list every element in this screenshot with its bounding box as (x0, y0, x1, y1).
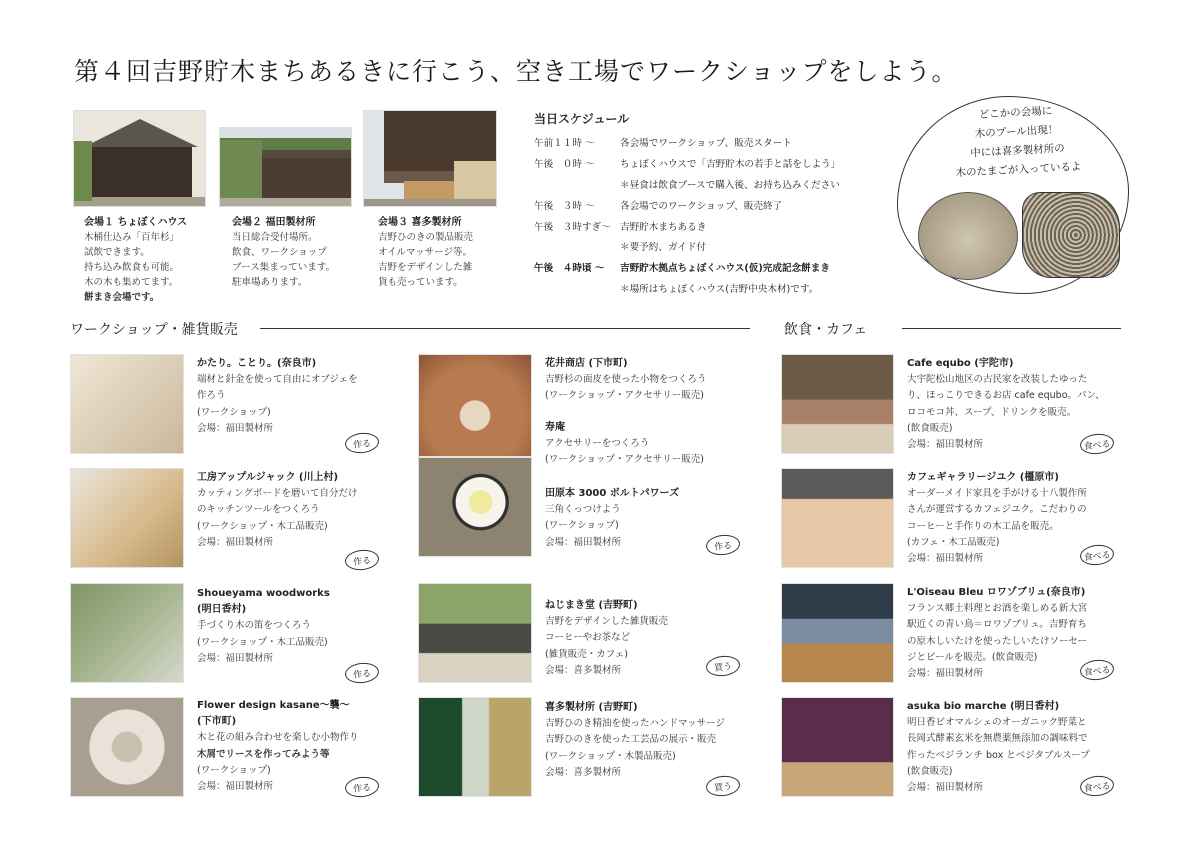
item-line: (カフェ・木工品販売) (907, 536, 1000, 548)
item-photo-shoueyama (70, 583, 184, 683)
schedule-time: 午前１１時 〜 (534, 138, 595, 150)
item-line: (ワークショップ・アクセサリー販売) (545, 454, 704, 466)
schedule-title: 当日スケジュール (534, 112, 630, 126)
schedule-text: 各会場でのワークショップ、販売終了 (620, 200, 783, 212)
workshop-section-rule (260, 328, 750, 329)
buy-stamp: 買う (705, 654, 741, 677)
item-line: 作ったベジランチ box とベジタブルスープ (907, 749, 1090, 761)
venue-2-line: 飲食、ワークショップ (232, 247, 327, 258)
item-line: のキッチンツールをつくろう (197, 504, 320, 516)
venue-1-line: 持ち込み飲食も可能。 (84, 262, 180, 273)
item-name: Cafe equbo (宇陀市) (907, 358, 1014, 369)
item-line: ジとビールを販売。(飲食販売) (907, 651, 1038, 663)
bubble-line: どこかの会場に (978, 105, 1053, 121)
item-line: さんが運営するカフェジユク。こだわりの (907, 504, 1087, 516)
workshop-section-title: ワークショップ・雑貨販売 (70, 322, 238, 338)
item-line: 会場：福田製材所 (907, 439, 984, 451)
venue-2-photo (219, 127, 352, 207)
schedule-row (534, 132, 894, 153)
bubble-line: 中には喜多製材所の (969, 142, 1065, 160)
item-line: (ワークショップ) (197, 406, 271, 418)
item-photo-oiseau-bleu (781, 583, 894, 683)
item-name: 工房アップルジャック (川上村) (197, 472, 339, 483)
workshop-item (545, 420, 755, 469)
item-line: (ワークショップ・木工品販売) (197, 520, 328, 532)
item-line: 会場：福田製材所 (907, 782, 984, 794)
schedule-text: ちょぼくハウスで「吉野貯木の若手と話をしよう」 (620, 159, 841, 171)
schedule-time: 午後 ４時頃 〜 (534, 263, 605, 275)
item-line: の原木しいたけを使ったしいたけソーセー (907, 635, 1087, 647)
schedule-row (534, 278, 894, 299)
item-line: (雑貨販売・カフェ) (545, 648, 628, 660)
schedule-text: 各会場でワークショップ、販売スタート (620, 138, 792, 150)
make-stamp: 作る (344, 548, 380, 571)
item-name: 花井商店 (下市町) (545, 358, 628, 369)
make-stamp: 作る (705, 533, 741, 556)
venue-1-line: 木桶仕込み「百年杉」 (84, 232, 180, 243)
item-line: 会場：福田製材所 (197, 422, 274, 434)
item-line: コーヒーやお茶など (545, 632, 631, 644)
venue-3-line: オイルマッサージ等。 (378, 247, 472, 258)
item-line: 会場：喜多製材所 (545, 766, 622, 778)
eat-stamp: 食べる (1079, 543, 1115, 566)
item-name: 寿庵 (545, 422, 565, 433)
schedule-row (534, 215, 894, 236)
eat-stamp: 食べる (1079, 432, 1115, 455)
item-line: (飲食販売) (907, 422, 953, 434)
venue-3-line: 吉野ひのきの製品販売 (378, 232, 474, 243)
bubble-line: 木のたまごが入っているよ (955, 160, 1082, 180)
item-name: 田原本 3000 ボルトパワーズ (545, 488, 680, 499)
schedule-row (534, 174, 894, 195)
venue-1-photo (73, 110, 206, 207)
item-location: (明日香村) (197, 604, 247, 616)
item-line: (飲食販売) (907, 765, 953, 777)
item-photo-hanai (418, 354, 532, 457)
item-photo-kasane (70, 697, 184, 797)
venue-1-caption (84, 215, 214, 305)
item-line: 会場：福田製材所 (907, 553, 984, 565)
venue-2-line: 当日総合受付場所。 (232, 232, 318, 243)
item-name: L'Oiseau Bleu ロワゾブリュ(奈良市) (907, 587, 1086, 598)
venue-2-title: 会場２ 福田製材所 (232, 217, 316, 228)
cafe-section-rule (902, 328, 1121, 329)
venue-1-mochimaki: 餅まき会場です。 (84, 292, 160, 303)
venue-1-line: 木の木も集めてます。 (84, 277, 179, 288)
item-photo-kita-oil (418, 697, 532, 797)
item-line: 吉野ひのき精油を使ったハンドマッサージ (545, 718, 725, 730)
item-line: オーダーメイド家具を手がける十八製作所 (907, 488, 1087, 500)
item-line: (ワークショップ) (197, 764, 271, 776)
item-line: 明日香ビオマルシェのオーガニック野菜と (907, 717, 1087, 729)
item-line: 駅近くの青い鳥＝ロワゾブリュ。吉野育ち (907, 619, 1087, 631)
item-line: 作ろう (197, 390, 226, 402)
item-name: Flower design kasane〜襲〜 (197, 700, 350, 711)
buy-stamp: 買う (705, 774, 741, 797)
make-stamp: 作る (344, 431, 380, 454)
item-photo-jiyuku (781, 468, 894, 568)
workshop-item (545, 700, 760, 781)
schedule-list (534, 132, 894, 298)
item-line: 会場：福田製材所 (907, 668, 984, 680)
eat-stamp: 食べる (1079, 658, 1115, 681)
venue-3-caption (378, 215, 508, 290)
venue-2-line: ブース集まっています。 (232, 262, 335, 273)
schedule-row (534, 236, 894, 257)
schedule-time: 午後 ３時 〜 (534, 200, 595, 212)
item-photo-nejimakido (418, 583, 532, 683)
workshop-item (197, 356, 397, 437)
item-line: (ワークショップ) (545, 520, 619, 532)
eat-stamp: 食べる (1079, 774, 1115, 797)
make-stamp: 作る (344, 661, 380, 684)
schedule-note: ＊場所はちょぼくハウス(吉野中央木材)です。 (620, 283, 819, 295)
venue-2-line: 駐車場あります。 (232, 277, 308, 288)
item-name: ねじまき堂 (吉野町) (545, 600, 638, 611)
schedule-row (534, 257, 894, 278)
schedule-time: 午後 ３時すぎ〜 (534, 221, 611, 233)
wooden-box-illustration (1022, 192, 1120, 278)
schedule-text: 吉野貯木拠点ちょぼくハウス(仮)完成記念餅まき (620, 263, 830, 275)
item-line: 会場：福田製材所 (197, 781, 274, 793)
item-name: かたり。ことり。(奈良市) (197, 358, 317, 369)
item-line: フランス郷土料理とお酒を楽しめる新大宮 (907, 603, 1088, 615)
item-line: 端材と針金を使って自由にオブジェを (197, 374, 358, 386)
venue-1-line: 試飲できます。 (84, 247, 150, 258)
item-location: (下市町) (197, 716, 237, 728)
item-line: 吉野ひのきを使った工芸品の展示・販売 (545, 734, 717, 746)
item-line: 会場：福田製材所 (197, 652, 274, 664)
schedule-row (534, 194, 894, 215)
venue-1-title: 会場１ ちょぼくハウス (84, 217, 188, 228)
workshop-item (545, 356, 755, 405)
venue-3-photo (363, 110, 497, 207)
schedule-text: 吉野貯木まちあるき (620, 221, 707, 233)
page-title: 第４回吉野貯木まちあるきに行こう、空き工場でワークショップをしよう。 (74, 57, 958, 86)
item-line: (ワークショップ・木製品販売) (545, 750, 676, 762)
schedule-note: ＊昼食は飲食ブースで購入後、お持ち込みください (620, 179, 840, 191)
item-line: 会場：喜多製材所 (545, 664, 622, 676)
workshop-item (197, 470, 397, 551)
item-name: Shoueyama woodworks (197, 588, 330, 599)
item-line: アクセサリーをつくろう (545, 438, 650, 450)
item-line: (ワークショップ・木工品販売) (197, 636, 328, 648)
item-photo-katari (70, 354, 184, 454)
item-line: ロコモコ丼、スープ、ドリンクを販売。 (907, 406, 1077, 418)
item-photo-cafe-equbo (781, 354, 894, 454)
item-line: 三角くっつけよう (545, 504, 621, 516)
venue-2-caption (232, 215, 362, 290)
bubble-line: 木のプール出現！ (974, 123, 1059, 141)
schedule-time: 午後 ０時 〜 (534, 159, 595, 171)
item-photo-juan (418, 457, 532, 557)
venue-3-line: 貨も売っています。 (378, 277, 463, 288)
item-line: 手づくり木の笛をつくろう (197, 620, 312, 632)
item-line: カッティングボードを磨いて自分だけ (197, 488, 358, 500)
schedule-row (534, 153, 894, 174)
cafe-section-title: 飲食・カフェ (784, 322, 868, 338)
item-line: 会場：福田製材所 (545, 536, 622, 548)
item-line: 吉野をデザインした雑貨販売 (545, 616, 668, 628)
item-photo-applejack (70, 468, 184, 568)
item-name: カフェギャラリージユク (橿原市) (907, 472, 1059, 483)
bubble-text (932, 100, 1102, 185)
venue-3-title: 会場３ 喜多製材所 (378, 217, 462, 228)
workshop-item (197, 586, 397, 667)
item-line: 木屑でリースを作ってみよう等 (197, 748, 330, 760)
item-line: 大宇陀松山地区の古民家を改装したゆった (907, 374, 1088, 386)
item-name: 喜多製材所 (吉野町) (545, 702, 638, 713)
wooden-eggs-illustration (918, 192, 1018, 280)
item-line: (ワークショップ・アクセサリー販売) (545, 390, 704, 402)
item-line: 会場：福田製材所 (197, 536, 274, 548)
item-line: 木と花の組み合わせを楽しむ小物作り (197, 732, 359, 744)
item-line: 長岡式酵素玄米を無農薬無添加の調味料で (907, 733, 1088, 745)
item-line: 吉野杉の面皮を使った小物をつくろう (545, 374, 707, 386)
item-photo-asuka-bio (781, 697, 894, 797)
item-line: コーヒーと手作りの木工品を販売。 (907, 520, 1059, 532)
schedule-note: ＊要予約、ガイド付 (620, 242, 707, 254)
make-stamp: 作る (344, 775, 380, 798)
item-name: asuka bio marche (明日香村) (907, 701, 1060, 712)
venue-3-line: 吉野をデザインした雑 (378, 262, 473, 273)
item-line: り、ほっこりできるお店 cafe equbo。パン、 (907, 390, 1105, 402)
